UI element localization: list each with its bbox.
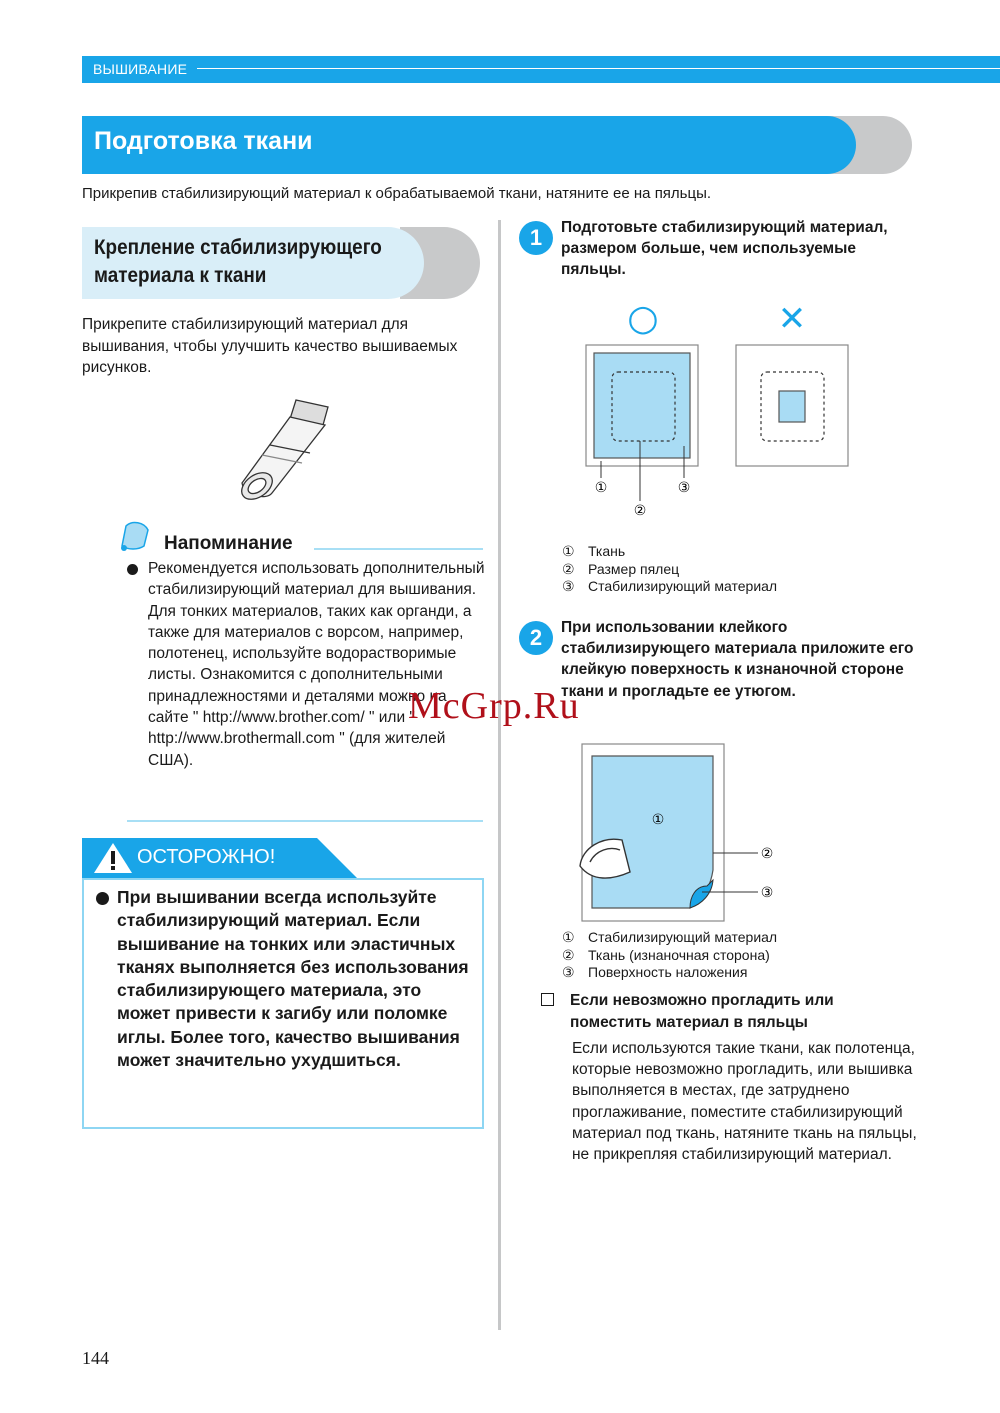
note-title: Напоминание bbox=[164, 533, 293, 554]
callout-1: ① bbox=[651, 812, 665, 828]
callout-2: ② bbox=[633, 503, 647, 519]
note-title-line bbox=[314, 548, 483, 550]
callout-1: ① bbox=[594, 480, 608, 496]
section-header-line bbox=[197, 68, 1000, 69]
section-label: ВЫШИВАНИЕ bbox=[93, 61, 188, 77]
callout-2: ② bbox=[760, 846, 774, 862]
section-header-band bbox=[82, 56, 1000, 83]
step-2-text: При использовании клейкого стабилизирующего материала приложите его клейкую поверхность к изнаночной стороне ткани и прогладьте ее утюгом. bbox=[561, 619, 914, 700]
page-title: Подготовка ткани bbox=[94, 127, 313, 155]
intro-text: Прикрепив стабилизирующий материал к обрабатываемой ткани, натяните ее на пяльцы. bbox=[82, 185, 712, 202]
column-divider bbox=[498, 220, 501, 1330]
step-2-legend bbox=[562, 929, 777, 982]
warning-icon bbox=[93, 842, 133, 874]
legend-item: ② Размер пялец bbox=[562, 560, 680, 577]
ok-symbol: ○ bbox=[627, 298, 659, 339]
callout-3: ③ bbox=[677, 480, 691, 496]
step-1-badge: 1 bbox=[519, 221, 553, 255]
note-text: Рекомендуется использовать дополнительный стабилизирующий материал для вышивания. Для тонких материалов, таких как органди, а также для материалов с ворсом, например, полотенец, используйте водорастворимые листы. Ознакомится с дополнительными принадлежностями и деталями можно на сайте " http://www.brother.com/ " или " http://www.brothermall.com " (для жителей США). bbox=[148, 560, 485, 769]
reminder-bell-icon bbox=[118, 520, 154, 552]
subsection-body: Если используются такие ткани, как полотенца, которые невозможно прогладить, или вышивка выполняется в местах, где затруднено проглаживание, поместите стабилизирующий материал под ткань, натяните ткань на пяльцы, не прикрепляя стабилизирующий материал. bbox=[572, 1040, 917, 1164]
note-bullet bbox=[127, 564, 138, 575]
subsection-title: Крепление стабилизирующего материала к ткани bbox=[94, 236, 382, 287]
stabilizer-size-diagram bbox=[560, 296, 870, 526]
legend-item: ③ Стабилизирующий материал bbox=[562, 578, 778, 595]
step-1-legend bbox=[562, 543, 777, 596]
legend-item: ① Ткань bbox=[562, 543, 626, 559]
note-bottom-line bbox=[127, 820, 483, 822]
watermark: McGrp.Ru bbox=[408, 685, 580, 727]
callout-3: ③ bbox=[760, 885, 774, 901]
caution-text: При вышивании всегда используйте стабилизирующий материал. Если вышивание на тонких или эластичных тканях выполняется без использования стабилизирующего материала, это может привести к загибу или поломке иглы. Более того, качество вышивания может значительно ухудшиться. bbox=[117, 887, 469, 1071]
stabilizer-roll-illustration bbox=[230, 395, 340, 510]
ng-symbol: ✕ bbox=[777, 299, 807, 339]
subsection-paragraph: Прикрепите стабилизирующий материал для вышивания, чтобы улучшить качество вышиваемых рисунков. bbox=[82, 316, 458, 376]
note-body bbox=[127, 558, 487, 771]
caution-title: ОСТОРОЖНО! bbox=[137, 846, 276, 868]
iron-on-diagram bbox=[572, 740, 792, 925]
legend-item: ② Ткань (изнаночная сторона) bbox=[562, 946, 770, 963]
step-1-text: Подготовьте стабилизирующий материал, размером больше, чем используемые пяльцы. bbox=[561, 219, 888, 279]
caution-bullet bbox=[96, 892, 109, 905]
step-2-badge: 2 bbox=[519, 621, 553, 655]
subsection-heading: Если невозможно прогладить или поместить материал в пяльцы bbox=[570, 992, 834, 1031]
page-number: 144 bbox=[82, 1348, 109, 1368]
legend-item: ① Стабилизирующий материал bbox=[562, 929, 778, 945]
subsection-square-marker bbox=[541, 993, 554, 1006]
legend-item: ③ Поверхность наложения bbox=[562, 964, 748, 981]
